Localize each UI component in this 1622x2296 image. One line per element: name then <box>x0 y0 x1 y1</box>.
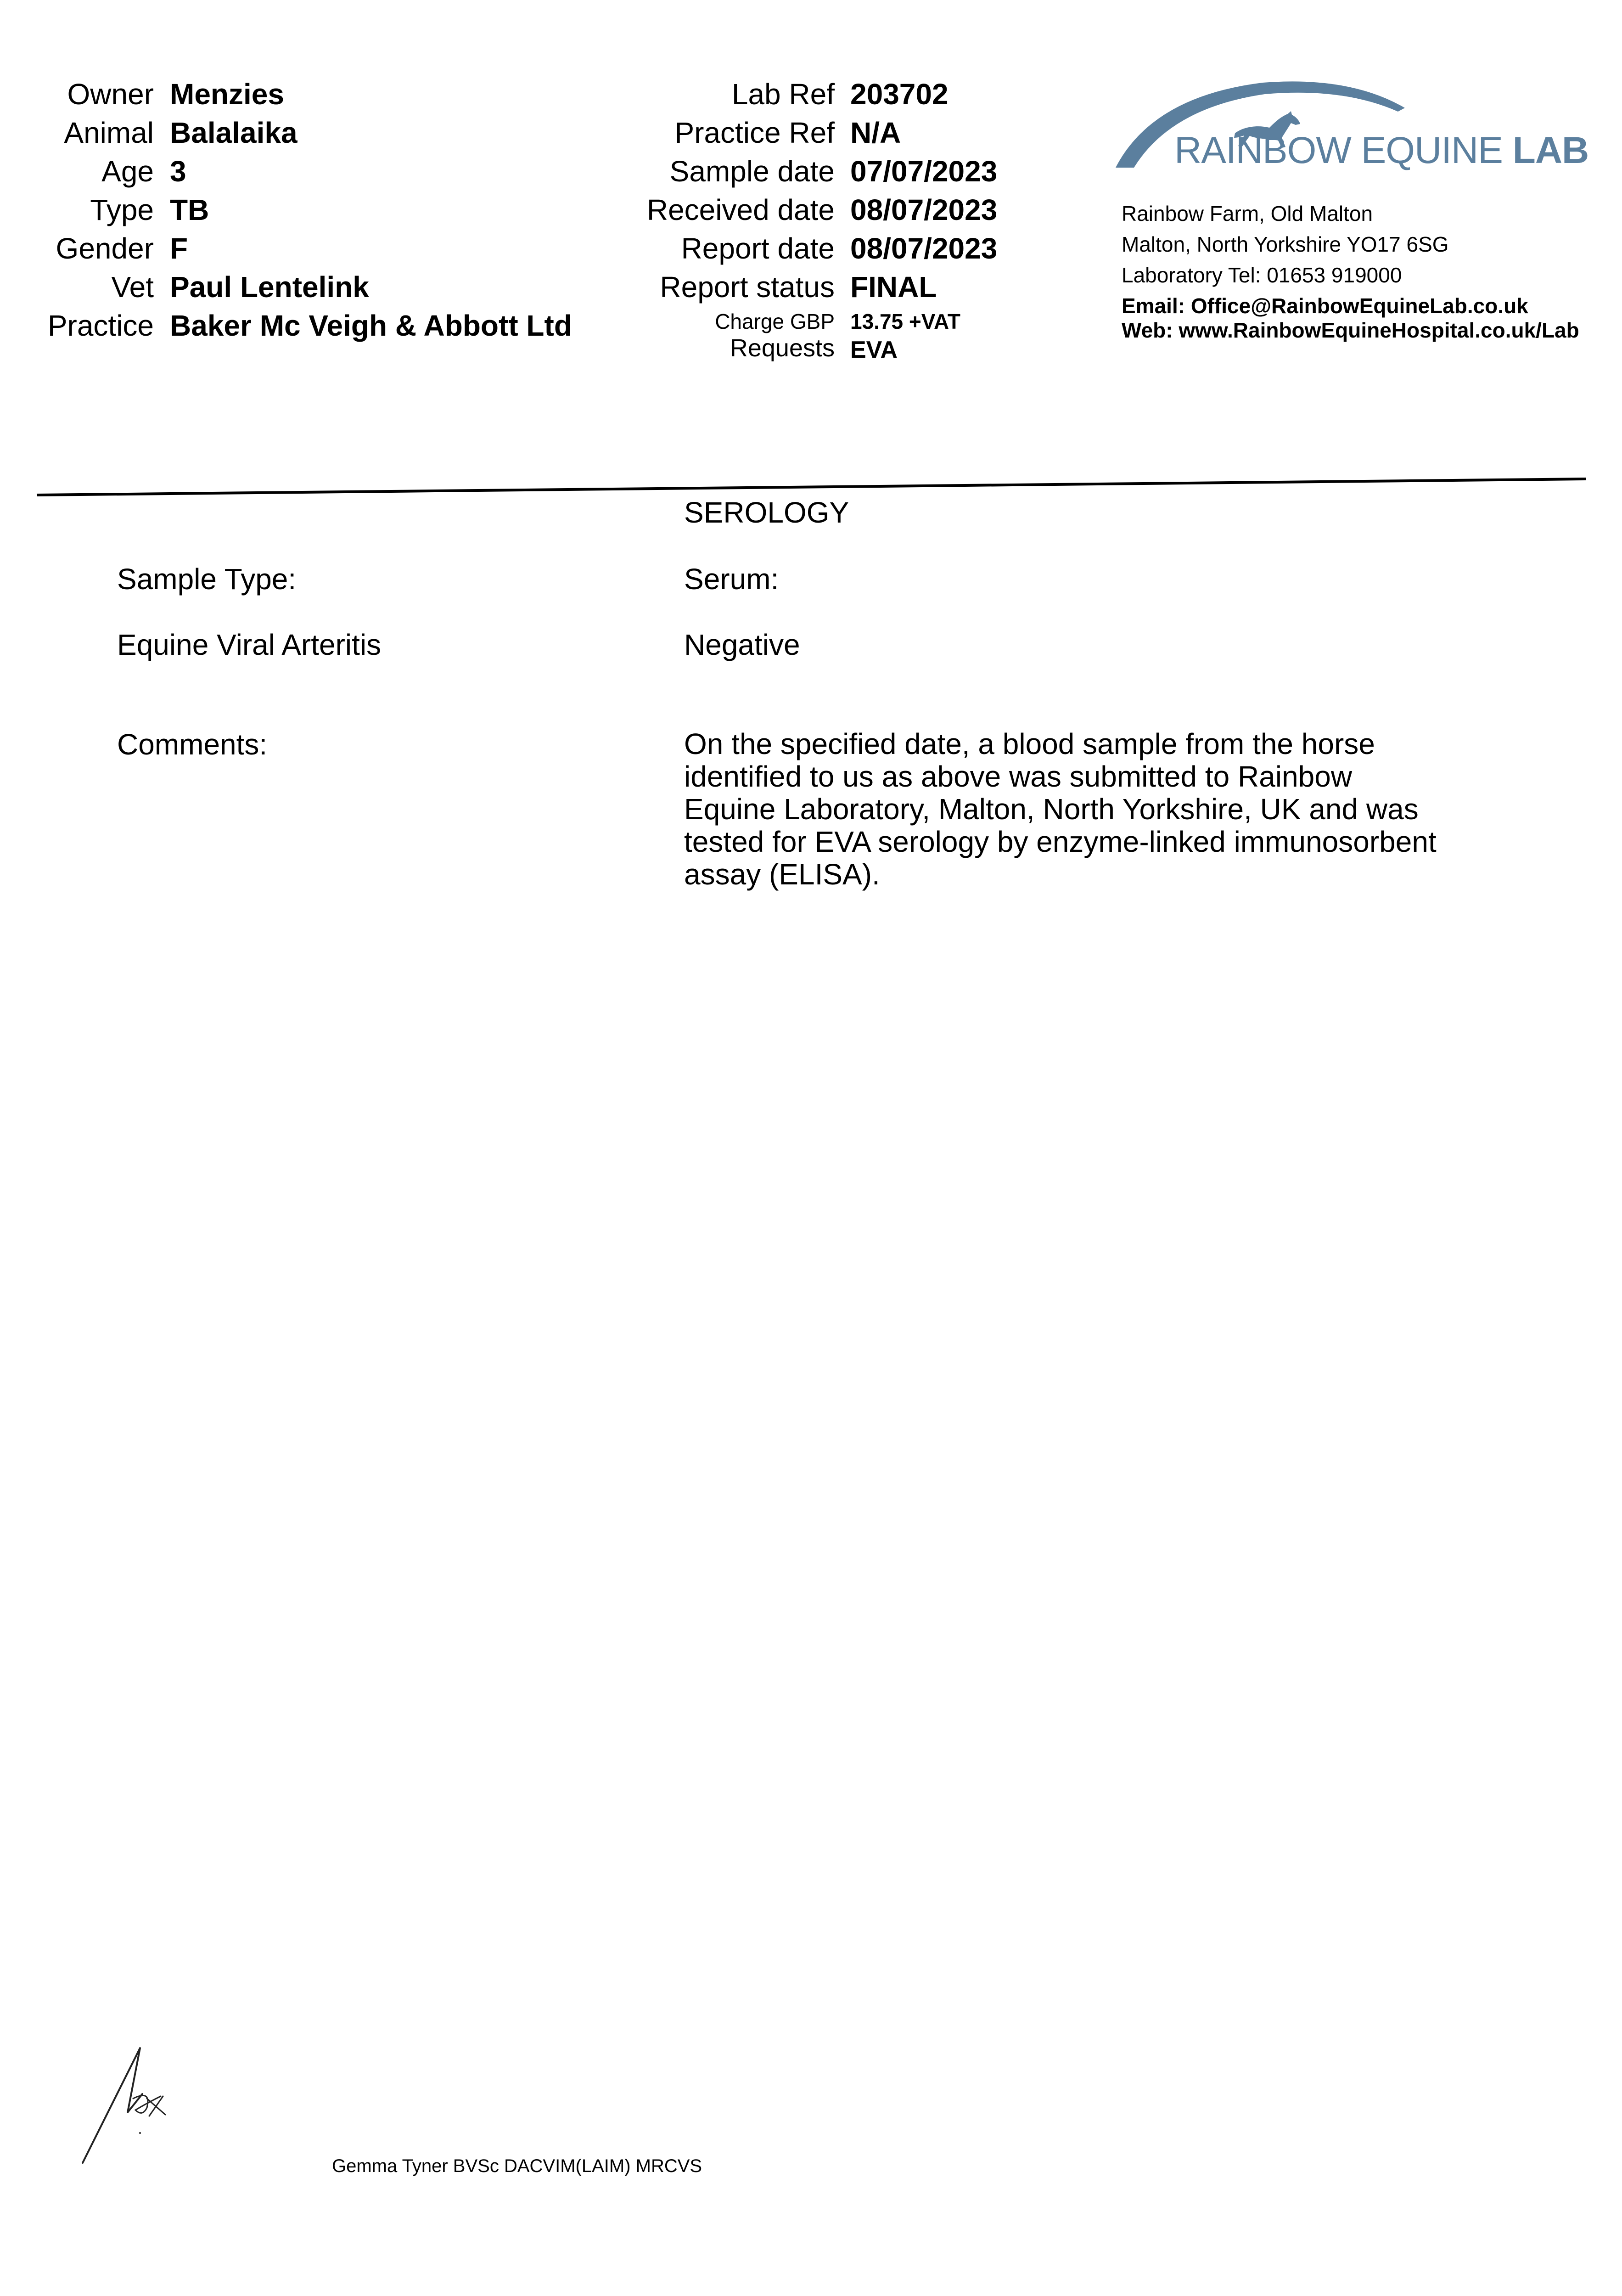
lab-ref-label: Lab Ref <box>731 78 835 111</box>
signature-image <box>73 2039 179 2167</box>
requests-label: Requests <box>730 334 835 362</box>
charge-label: Charge GBP <box>715 310 835 333</box>
practice-value: Baker Mc Veigh & Abbott Ltd <box>170 309 572 342</box>
animal-value: Balalaika <box>170 116 297 149</box>
age-value: 3 <box>170 155 186 188</box>
test-name: Equine Viral Arteritis <box>117 628 382 661</box>
animal-label: Animal <box>64 116 154 149</box>
rainbow-equine-lab-logo <box>1111 69 1589 179</box>
vet-value: Paul Lentelink <box>170 270 369 304</box>
gender-value: F <box>170 232 188 265</box>
owner-value: Menzies <box>170 78 284 111</box>
logo-text-bold: LAB <box>1512 129 1589 171</box>
sample-date-label: Sample date <box>669 155 835 188</box>
received-date-value: 08/07/2023 <box>850 193 998 226</box>
sample-date-value: 07/07/2023 <box>850 155 998 188</box>
report-date-label: Report date <box>681 232 835 265</box>
lab-ref-value: 203702 <box>850 78 949 111</box>
age-label: Age <box>101 155 154 188</box>
logo-text-light: RAINBOW EQUINE <box>1174 129 1503 171</box>
received-date-label: Received date <box>646 193 835 226</box>
report-status-value: FINAL <box>850 270 937 304</box>
charge-value: 13.75 +VAT <box>850 310 960 333</box>
type-label: Type <box>90 193 154 226</box>
owner-label: Owner <box>67 78 154 111</box>
practice-ref-value: N/A <box>850 116 901 149</box>
address-line2: Malton, North Yorkshire YO17 6SG <box>1122 232 1449 256</box>
vet-label: Vet <box>111 270 154 304</box>
requests-value: EVA <box>850 337 898 363</box>
type-value: TB <box>170 193 209 226</box>
practice-ref-label: Practice Ref <box>674 116 835 149</box>
sample-type-label: Sample Type: <box>117 563 297 596</box>
gender-label: Gender <box>56 232 154 265</box>
test-result: Negative <box>684 628 800 661</box>
lab-phone: Laboratory Tel: 01653 919000 <box>1122 263 1402 287</box>
signatory-name: Gemma Tyner BVSc DACVIM(LAIM) MRCVS <box>332 2156 702 2176</box>
sample-type-value: Serum: <box>684 563 779 596</box>
report-status-label: Report status <box>660 270 835 304</box>
address-line1: Rainbow Farm, Old Malton <box>1122 202 1373 225</box>
comments-text: On the specified date, a blood sample from the horse identified to us as above was submitted to Rainbow Equine Laboratory, Malton, North Yorkshire, UK and was tested for EVA serology by enzyme-linked immunosorbent assay (ELISA). <box>684 727 1437 891</box>
section-title: SEROLOGY <box>684 496 849 529</box>
comments-label: Comments: <box>117 728 268 761</box>
practice-label: Practice <box>47 309 154 342</box>
lab-email: Email: Office@RainbowEquineLab.co.uk <box>1122 294 1528 318</box>
lab-website: Web: www.RainbowEquineHospital.co.uk/Lab <box>1122 318 1579 342</box>
report-date-value: 08/07/2023 <box>850 232 998 265</box>
